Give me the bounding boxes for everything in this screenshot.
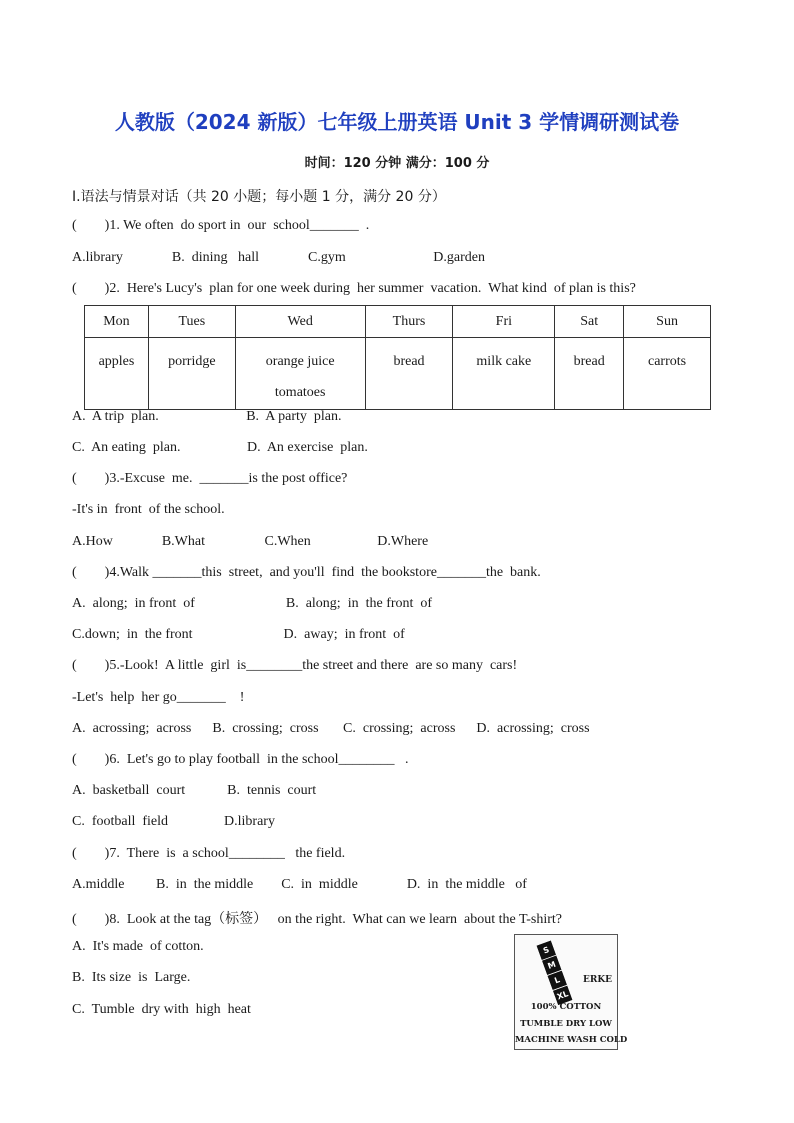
- q5-answer: -Let's help her go_______ !: [72, 690, 245, 705]
- size-l: L: [548, 971, 567, 990]
- food-wed-2: tomatoes: [274, 385, 326, 400]
- q6-stem: ( )6. Let's go to play football in the school________ .: [72, 752, 409, 767]
- food-wed: [235, 338, 365, 410]
- q3-options: A.How B.What C.When D.Where: [72, 534, 429, 549]
- food-wed-1: orange juice: [265, 354, 335, 369]
- food-tues: porridge: [148, 338, 235, 410]
- size-label-strip: [537, 935, 584, 1002]
- q2-options-cd: C. An eating plan. D. An exercise plan.: [72, 440, 368, 455]
- day-sat: Sat: [555, 306, 624, 338]
- tag-brand: ERKE: [583, 975, 613, 985]
- exam-info: 时间：120 分钟 满分：100 分: [304, 156, 490, 171]
- food-mon: apples: [85, 338, 149, 410]
- q8-option-a: A. It's made of cotton.: [72, 939, 204, 954]
- day-mon: Mon: [85, 306, 149, 338]
- q5-stem: ( )5.-Look! A little girl is________the street and there are so many cars!: [72, 658, 518, 673]
- food-sat: bread: [555, 338, 624, 410]
- food-sun: carrots: [624, 338, 711, 410]
- size-m: M: [542, 956, 561, 975]
- size-xl: XL: [553, 986, 572, 1005]
- q4-options-ab: A. along; in front of B. along; in the front of: [72, 596, 433, 611]
- food-thurs: bread: [365, 338, 453, 410]
- q7-options: A.middle B. in the middle C. in middle D. in the middle of: [72, 877, 527, 892]
- section-heading: I.语法与情景对话（共 20 小题；每小题 1 分，满分 20 分）: [72, 189, 446, 205]
- plan-table-food-row: [85, 338, 711, 410]
- q4-stem: ( )4.Walk _______this street, and you'll find the bookstore_______the bank.: [72, 565, 541, 580]
- page-title: 人教版（2024 新版）七年级上册英语 Unit 3 学情调研测试卷: [114, 110, 680, 134]
- q5-options: A. acrossing; across B. crossing; cross C. crossing; across D. acrossing; cross: [72, 721, 590, 736]
- q2-options-ab: A. A trip plan. B. A party plan.: [72, 409, 342, 424]
- day-sun: Sun: [624, 306, 711, 338]
- size-s: S: [537, 941, 556, 960]
- q1-stem: ( )1. We often do sport in our school_______ .: [72, 218, 370, 233]
- plan-table: [84, 305, 711, 410]
- plan-table-header-row: [85, 306, 711, 338]
- q6-options-cd: C. football field D.library: [72, 814, 275, 829]
- q8-option-b: B. Its size is Large.: [72, 970, 191, 985]
- q3-stem: ( )3.-Excuse me. _______is the post office?: [72, 471, 348, 486]
- q1-options: A.library B. dining hall C.gym D.garden: [72, 250, 485, 265]
- q6-options-ab: A. basketball court B. tennis court: [72, 783, 317, 798]
- day-fri: Fri: [453, 306, 555, 338]
- day-wed: Wed: [235, 306, 365, 338]
- tshirt-tag-image: [514, 934, 628, 1050]
- q8-stem: ( )8. Look at the tag（标签） on the right. What can we learn about the T-shirt?: [72, 912, 563, 927]
- q7-stem: ( )7. There is a school________ the field.: [72, 846, 346, 861]
- q2-stem: ( )2. Here's Lucy's plan for one week during her summer vacation. What kind of plan is this?: [72, 281, 636, 296]
- q3-answer: -It's in front of the school.: [72, 502, 225, 517]
- tag-line-3: MACHINE WASH COLD: [515, 1035, 628, 1045]
- q8-option-c: C. Tumble dry with high heat: [72, 1002, 251, 1017]
- food-fri: milk cake: [453, 338, 555, 410]
- q4-options-cd: C.down; in the front D. away; in front of: [72, 627, 405, 642]
- tag-line-1: 100% COTTON: [530, 1002, 602, 1012]
- tag-line-2: TUMBLE DRY LOW: [520, 1019, 612, 1029]
- day-thurs: Thurs: [365, 306, 453, 338]
- day-tues: Tues: [148, 306, 235, 338]
